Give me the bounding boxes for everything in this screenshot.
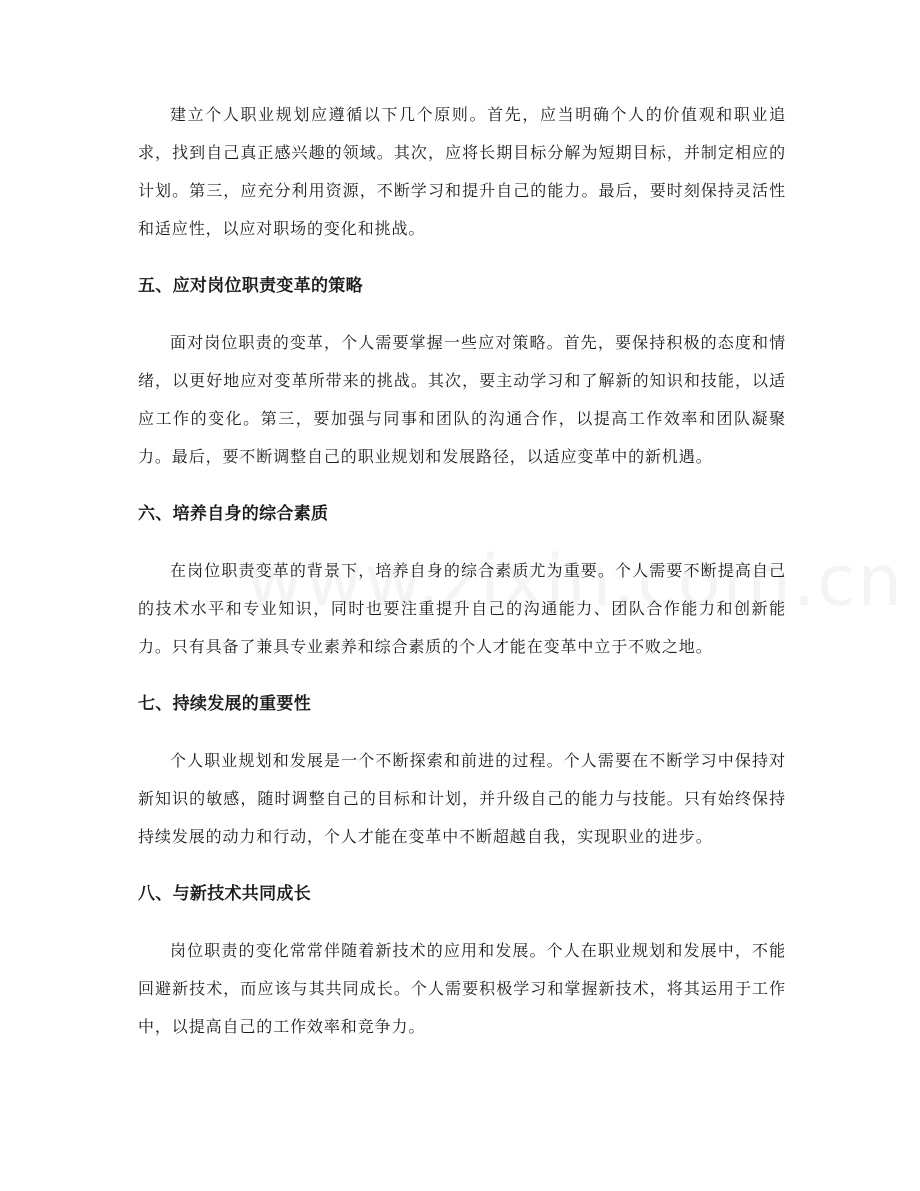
section-heading-sustainable-development: 七、持续发展的重要性 bbox=[138, 694, 311, 714]
intro-paragraph: 建立个人职业规划应遵循以下几个原则。首先，应当明确个人的价值观和职业追求，找到自己真正感兴趣的领域。其次，应将长期目标分解为短期目标，并制定相应的计划。第三，应充分利用资源，不断学习和提升自己的能力。最后，要时刻保持灵活性和适应性，以应对职场的变化和挑战。 bbox=[138, 105, 786, 238]
section-heading-qualities: 六、培养自身的综合素质 bbox=[138, 504, 329, 524]
section-body-sustainable-development: 个人职业规划和发展是一个不断探索和前进的过程。个人需要在不断学习中保持对新知识的敏感，随时调整自己的目标和计划，并升级自己的能力与技能。只有始终保持持续发展的动力和行动，个人才能在变革中不断超越自我，实现职业的进步。 bbox=[138, 751, 786, 846]
section-body-qualities: 在岗位职责变革的背景下，培养自身的综合素质尤为重要。个人需要不断提高自己的技术水平和专业知识，同时也要注重提升自己的沟通能力、团队合作能力和创新能力。只有具备了兼具专业素养和综合素质的个人才能在变革中立于不败之地。 bbox=[138, 561, 786, 656]
section-heading-new-technology: 八、与新技术共同成长 bbox=[138, 884, 311, 904]
section-body-new-technology: 岗位职责的变化常常伴随着新技术的应用和发展。个人在职业规划和发展中，不能回避新技术，而应该与其共同成长。个人需要积极学习和掌握新技术，将其运用于工作中，以提高自己的工作效率和竞争力。 bbox=[138, 941, 786, 1036]
section-body-strategies: 面对岗位职责的变革，个人需要掌握一些应对策略。首先，要保持积极的态度和情绪，以更好地应对变革所带来的挑战。其次，要主动学习和了解新的知识和技能，以适应工作的变化。第三，要加强与同事和团队的沟通合作，以提高工作效率和团队凝聚力。最后，要不断调整自己的职业规划和发展路径，以适应变革中的新机遇。 bbox=[138, 333, 786, 466]
document-page bbox=[138, 96, 786, 1065]
section-heading-strategies: 五、应对岗位职责变革的策略 bbox=[138, 276, 363, 296]
